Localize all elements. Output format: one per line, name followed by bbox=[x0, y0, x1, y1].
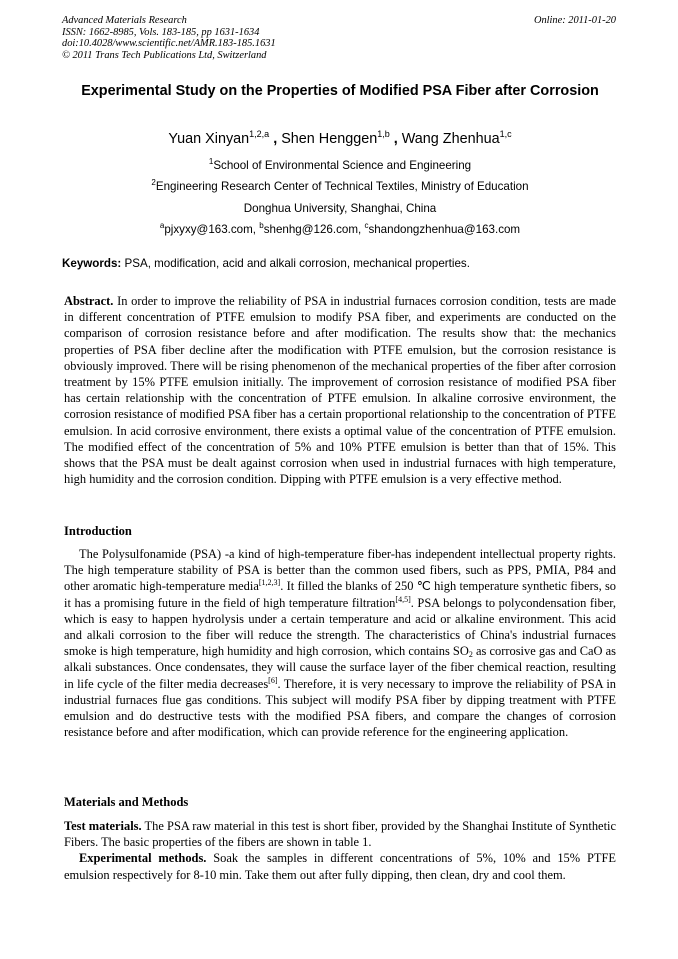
citation: [4,5] bbox=[395, 594, 411, 604]
journal-header bbox=[62, 15, 616, 61]
affiliation-mark: 1 bbox=[208, 157, 214, 166]
keywords-label: Keywords: bbox=[62, 257, 122, 270]
materials-methods-section bbox=[64, 818, 616, 883]
email-mark: a bbox=[159, 220, 165, 230]
abstract-text: In order to improve the reliability of PSA in industrial furnaces corrosion condition, tests are made in different concentration of PTFE emulsion to modify PSA fiber, and experiments are conducted on the comparison of corrosion resistance before and after modification. The results show that: the mechanics properties of PSA fiber decline after the modification with PTFE emulsion, but the corrosion resistance is obviously improved. There will be rising phenomenon of the mechanical properties of the fiber after corrosion treatment by 15% PTFE emulsion initially. The improvement of corrosion resistance of modified PSA fiber has certain relationship with the concentration of PTFE emulsion. In alkaline corrosive environment, the corrosion resistance of modified PSA fiber has a certain proportional relationship to the concentration of PTFE emulsion. In acid corrosive environment, there exists a optimal value of the concentration of PTFE emulsion. The modified effect of the concentration of 5% and 10% PTFE emulsion is better than that of 15%. This shows that the PSA must be dealt against corrosion when used in industrial furnaces with high temperature, high humidity and the corrosion condition. Dipping with PTFE emulsion is a very effective method. bbox=[64, 294, 616, 487]
paper-title: Experimental Study on the Properties of Modified PSA Fiber after Corrosion bbox=[81, 83, 599, 99]
email-separator: , bbox=[357, 222, 365, 236]
email-address: shandongzhenhua@163.com bbox=[368, 222, 521, 236]
journal-name: Advanced Materials Research bbox=[62, 15, 187, 26]
affiliation-line bbox=[60, 155, 620, 176]
abstract-label: Abstract. bbox=[64, 294, 114, 308]
doi-line: doi:10.4028/www.scientific.net/AMR.183-185.1631 bbox=[62, 38, 276, 49]
intro-text: . PSA belongs to polycondensation fiber, which is easy to happen hydrolysis under a certain temperature and acid or alkaline environment. This acid and alkali corrosion to the fiber will reduce the strength. The characteristics of China's industrial furnaces smoke is high temperature, high humidity and high corrosion, which contains SO bbox=[64, 595, 616, 659]
email-address: shenhg@126.com bbox=[263, 222, 358, 236]
citation: [6] bbox=[268, 675, 278, 685]
email-mark: b bbox=[259, 220, 264, 230]
experimental-methods-paragraph bbox=[64, 850, 616, 882]
affiliation-mark: 2 bbox=[151, 178, 156, 188]
author-affiliation-mark: 1,c bbox=[499, 129, 512, 139]
test-materials-paragraph bbox=[64, 818, 616, 850]
email-mark: c bbox=[364, 220, 369, 230]
intro-text: . Therefore, it is very necessary to improve the reliability of PSA in industrial furnaces flue gas conditions. This subject will modify PSA fiber by dipping treatment with PTFE emulsion and do destructive tests with the modified PSA fibers, and compare the changes of corrosion resistance before and after modification, which can provide reference for the engineering application. bbox=[64, 676, 617, 740]
keywords bbox=[62, 256, 618, 272]
online-date: Online: 2011-01-20 bbox=[533, 15, 616, 26]
author-affiliation-mark: 1,2,a bbox=[249, 129, 270, 139]
section-heading-introduction: Introduction bbox=[64, 524, 132, 538]
affiliation-text: School of Environmental Science and Engineering bbox=[213, 159, 472, 172]
intro-text: as corrosive gas and CaO as alkali substances. Once condensates, they will cause the surface layer of the fiber chemical reaction, resulting in life cycle of the filter media decreases bbox=[64, 644, 616, 691]
introduction-paragraph bbox=[64, 546, 616, 740]
email-separator: , bbox=[252, 222, 260, 236]
citation: [1,2,3] bbox=[258, 578, 281, 588]
author-separator: , bbox=[273, 131, 278, 147]
section-heading-materials-methods: Materials and Methods bbox=[64, 795, 189, 809]
author-separator: , bbox=[393, 131, 398, 147]
author-name: Wang Zhenhua bbox=[401, 131, 500, 147]
subscript: 2 bbox=[468, 650, 473, 660]
paragraph-text: The PSA raw material in this test is short fiber, provided by the Shanghai Institute of Synthetic Fibers. The basic properties of the fibers are shown in table 1. bbox=[64, 819, 616, 850]
paragraph-text: Soak the samples in different concentrations of 5%, 10% and 15% PTFE emulsion respectively for 8-10 min. Take them out after fully dipping, then clean, dry and cool them. bbox=[64, 851, 616, 882]
abstract bbox=[64, 293, 616, 487]
author-affiliation-mark: 1,b bbox=[377, 129, 390, 139]
affiliations bbox=[60, 155, 620, 240]
email-line bbox=[60, 219, 620, 240]
author-name: Yuan Xinyan bbox=[168, 131, 250, 147]
copyright-line: © 2011 Trans Tech Publications Ltd, Switzerland bbox=[62, 49, 267, 61]
issn-line: ISSN: 1662-8985, Vols. 183-185, pp 1631-1634 bbox=[62, 26, 260, 38]
affiliation-line bbox=[60, 198, 620, 219]
email-address: pjxyxy@163.com bbox=[164, 222, 253, 236]
intro-text: The Polysulfonamide (PSA) -a kind of high-temperature fiber-has independent intellectual property rights. The high temperature stability of PSA is better than the common used fibers, such as PPS, PMIA, P84 and other aromatic high-temperature media bbox=[64, 547, 616, 594]
author-name: Shen Henggen bbox=[281, 131, 378, 147]
intro-text: . It filled the blanks of 250 ℃ high temperature synthetic fibers, so it has a promising future in the field of high temperature filtration bbox=[64, 579, 617, 610]
affiliation-line bbox=[60, 176, 620, 197]
author-list bbox=[60, 128, 620, 150]
affiliation-text: Donghua University, Shanghai, China bbox=[243, 201, 437, 215]
keywords-text: PSA, modification, acid and alkali corrosion, mechanical properties. bbox=[121, 257, 470, 270]
affiliation-text: Engineering Research Center of Technical Textiles, Ministry of Education bbox=[155, 180, 529, 194]
paragraph-label: Test materials. bbox=[64, 819, 142, 833]
paragraph-label: Experimental methods. bbox=[79, 851, 207, 866]
